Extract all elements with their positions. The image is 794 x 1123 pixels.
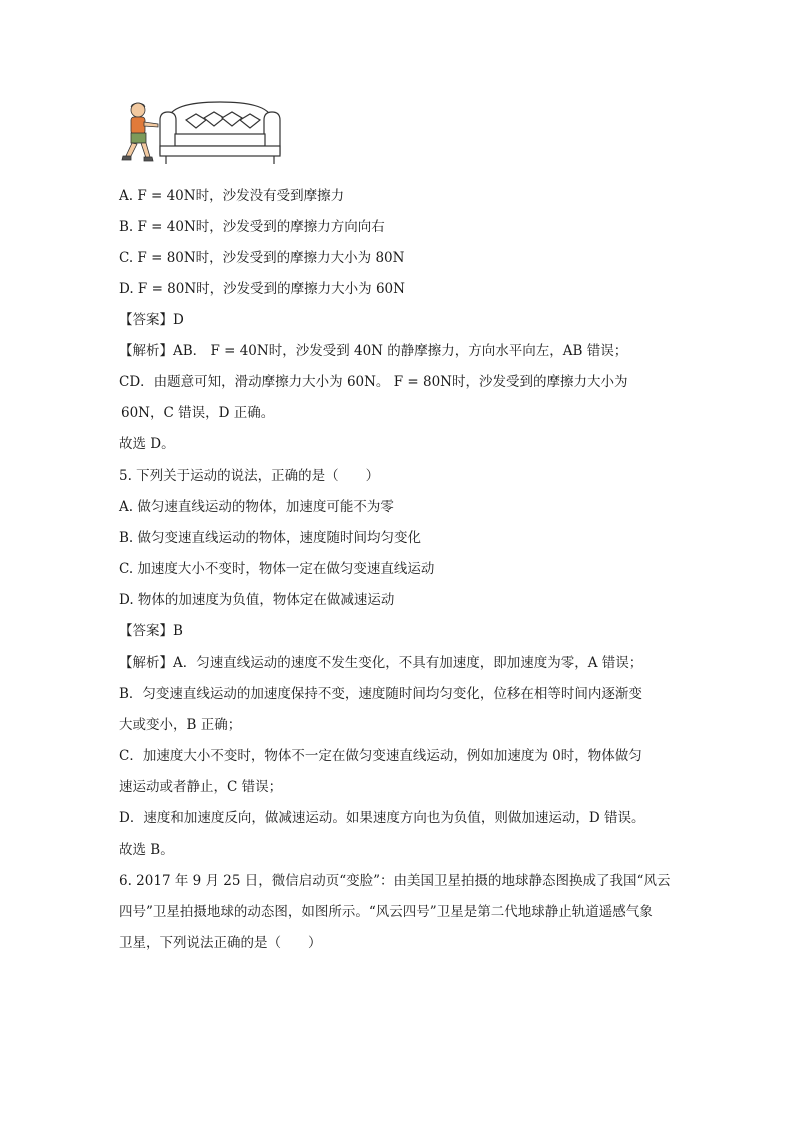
option-a-line: A. 做匀速直线运动的物体，加速度可能不为零 [119,499,394,515]
option-b-line: B. F = 40N时，沙发受到的摩擦力方向向右 [119,219,385,235]
analysis-line: C．加速度大小不变时，物体不一定在做匀变速直线运动，例如加速度为 0时，物体做匀 [119,748,642,764]
analysis-line: CD．由题意可知，滑动摩擦力大小为 60N。 F = 80N时，沙发受到的摩擦力大小为 [119,374,628,390]
analysis-line: 60N，C 错误，D 正确。 [121,405,275,421]
option-a-line: A. F = 40N时，沙发没有受到摩擦力 [119,188,345,204]
answer-line: 【答案】D [119,312,184,328]
boy-illustration [122,103,158,161]
answer-line: 【答案】B [119,623,183,639]
question-6-stem: 卫星，下列说法正确的是（ ） [119,935,322,951]
analysis-line: 大或变小，B 正确； [119,717,242,733]
option-d-line: D. 物体的加速度为负值，物体定在做减速运动 [119,592,395,608]
option-c-line: C. F = 80N时，沙发受到的摩擦力大小为 80N [119,250,405,266]
question-6-stem: 四号”卫星拍摄地球的动态图，如图所示。“风云四号”卫星是第二代地球静止轨道遥感气象 [119,904,653,920]
conclusion-line: 故选 B。 [119,842,174,858]
boy-pushing-sofa-figure [120,98,290,168]
option-c-line: C. 加速度大小不变时，物体一定在做匀变速直线运动 [119,561,435,577]
analysis-line: D．速度和加速度反向，做减速运动。如果速度方向也为负值，则做加速运动，D 错误。 [119,810,645,826]
conclusion-line: 故选 D。 [119,436,175,452]
question-6-stem: 6. 2017 年 9 月 25 日，微信启动页“变脸”：由美国卫星拍摄的地球静态图换成了我国“风云 [119,873,671,889]
sofa-illustration [160,102,280,164]
analysis-line: B．匀变速直线运动的加速度保持不变，速度随时间均匀变化，位移在相等时间内逐渐变 [119,686,642,702]
analysis-line: 【解析】AB． F = 40N时，沙发受到 40N 的静摩擦力，方向水平向左，AB 错误； [119,343,628,359]
option-b-line: B. 做匀变速直线运动的物体，速度随时间均匀变化 [119,530,422,546]
question-5-stem: 5. 下列关于运动的说法，正确的是（ ） [119,468,380,484]
option-d-line: D. F = 80N时，沙发受到的摩擦力大小为 60N [119,281,405,297]
analysis-line: 【解析】A．匀速直线运动的速度不发生变化，不具有加速度，即加速度为零，A 错误； [119,655,643,671]
analysis-line: 速运动或者静止，C 错误； [119,779,283,795]
